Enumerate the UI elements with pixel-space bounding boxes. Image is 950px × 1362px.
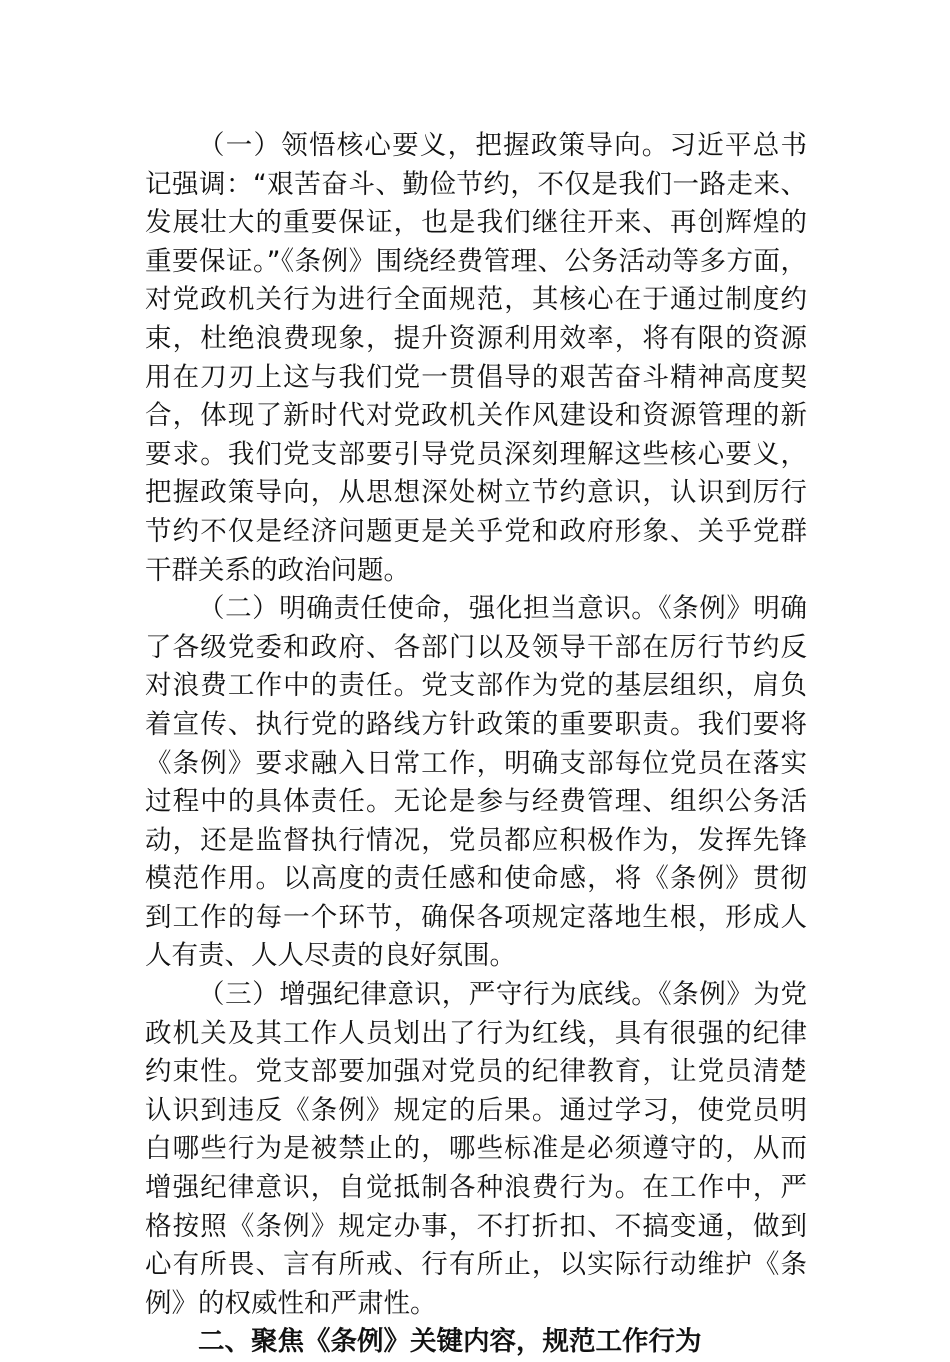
paragraph-3: （三）增强纪律意识，严守行为底线。《条例》为党政机关及其工作人员划出了行为红线，具有很强的纪律约束性。党支部要加强对党员的纪律教育，让党员清楚认识到违反《条例》规定的后果。通过学习，使党员明白哪些行为是被禁止的，哪些标准是必须遵守的，从而增强纪律意识，自觉抵制各种浪费行为。在工作中，严格按照《条例》规定办事，不打折扣、不搞变通，做到心有所畏、言有所戒、行有所止，以实际行动维护《条例》的权威性和严肃性。 [145, 979, 807, 1319]
section-heading: 二、聚焦《条例》关键内容，规范工作行为 [198, 1326, 702, 1358]
paragraph-2: （二）明确责任使命，强化担当意识。《条例》明确了各级党委和政府、各部门以及领导干部在厉行节约反对浪费工作中的责任。党支部作为党的基层组织，肩负着宣传、执行党的路线方针政策的重要职责。我们要将《条例》要求融入日常工作，明确支部每位党员在落实过程中的具体责任。无论是参与经费管理、组织公务活动，还是监督执行情况，党员都应积极作为，发挥先锋模范作用。以高度的责任感和使命感，将《条例》贯彻到工作的每一个环节，确保各项规定落地生根，形成人人有责、人人尽责的良好氛围。 [145, 593, 807, 972]
paragraph-1: （一）领悟核心要义，把握政策导向。习近平总书记强调：“艰苦奋斗、勤俭节约，不仅是我们一路走来、发展壮大的重要保证，也是我们继往开来、再创辉煌的重要保证。”《条例》围绕经费管理、公务活动等多方面，对党政机关行为进行全面规范，其核心在于通过制度约束，杜绝浪费现象，提升资源利用效率，将有限的资源用在刀刃上这与我们党一贯倡导的艰苦奋斗精神高度契合，体现了新时代对党政机关作风建设和资源管理的新要求。我们党支部要引导党员深刻理解这些核心要义，把握政策导向，从思想深处树立节约意识，认识到厉行节约不仅是经济问题更是关乎党和政府形象、关乎党群干群关系的政治问题。 [145, 130, 807, 586]
document-body [145, 127, 807, 1362]
